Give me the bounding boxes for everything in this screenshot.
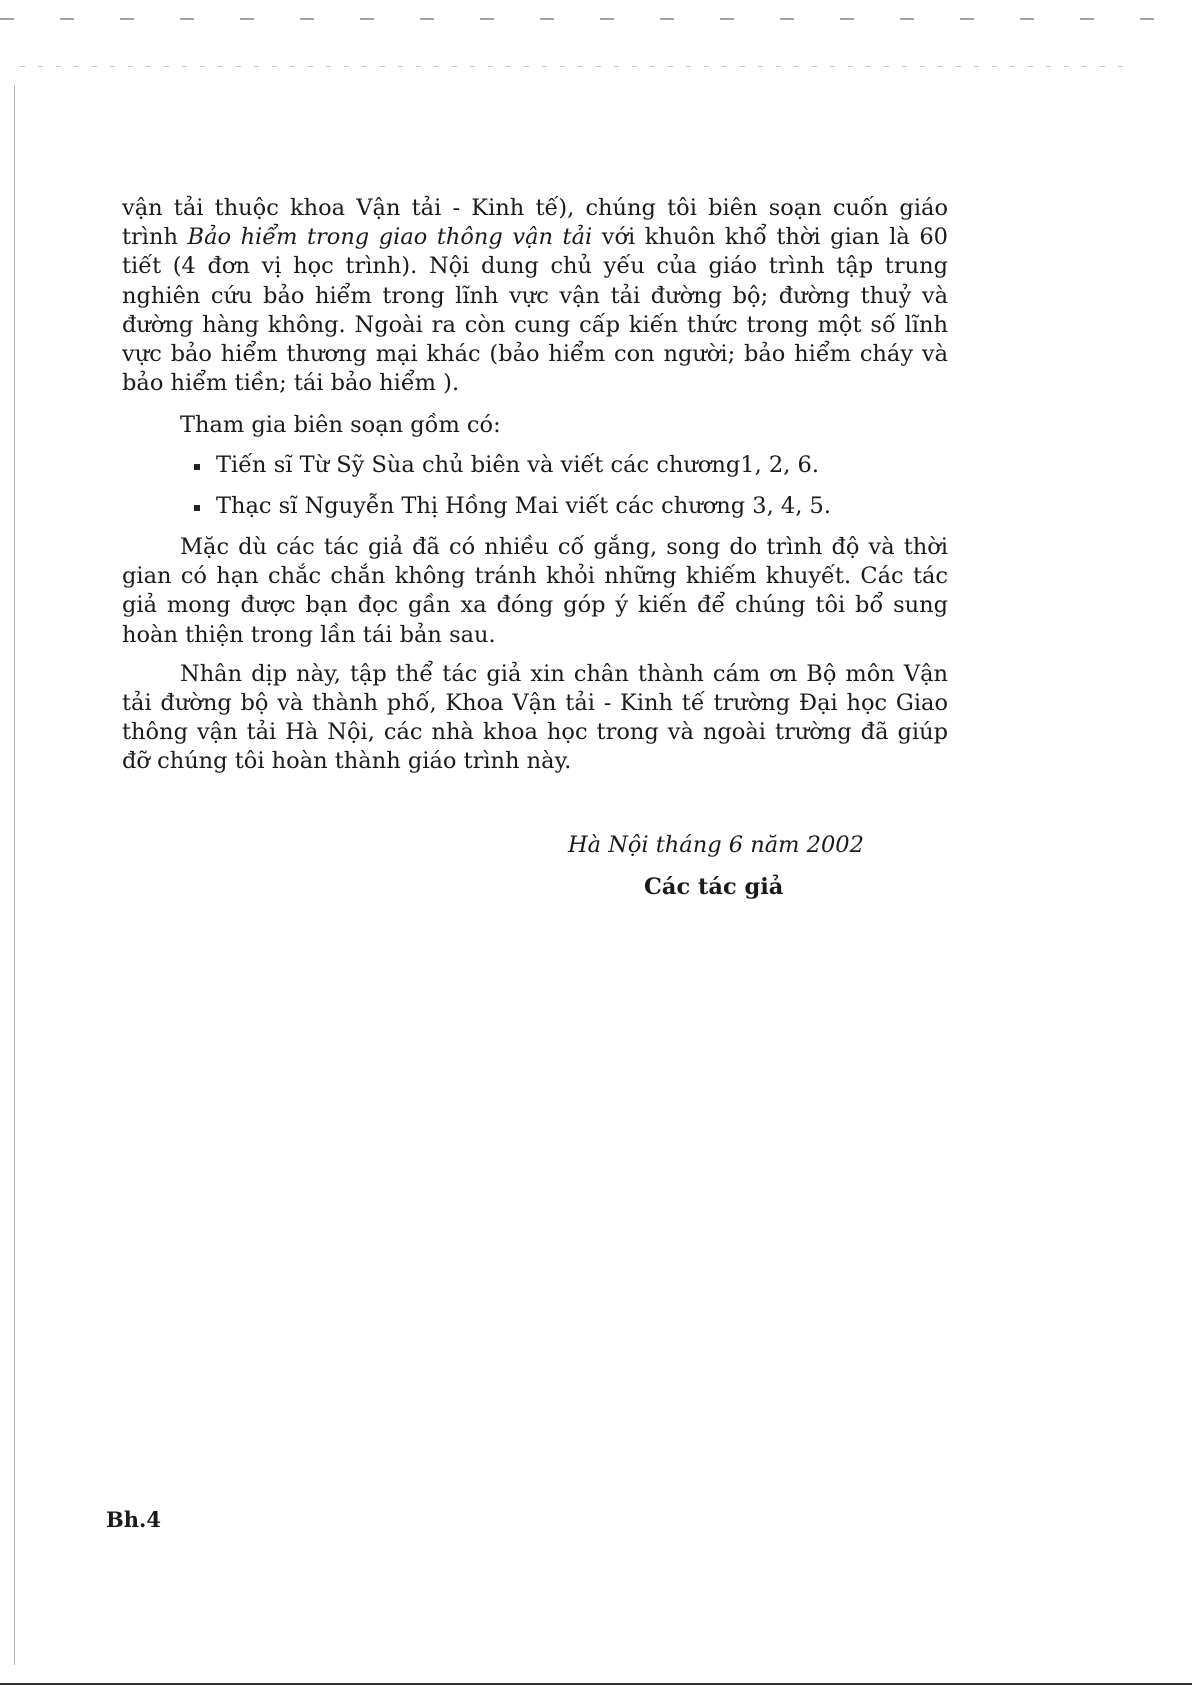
contributor-text: Thạc sĩ Nguyễn Thị Hồng Mai viết các chương 3, 4, 5. <box>216 492 832 519</box>
book-title: Bảo hiểm trong giao thông vận tải <box>187 224 593 251</box>
bullet-icon <box>194 505 200 511</box>
page-body <box>122 194 948 777</box>
paragraph-thanks: Nhân dịp này, tập thể tác giả xin chân thành cám ơn Bộ môn Vận tải đường bộ và thành phố, Khoa Vận tải - Kinh tế trường Đại học Giao thông vận tải Hà Nội, các nhà khoa học trong và ngoài trường đã giúp đỡ chúng tôi hoàn thành giáo trình này. <box>122 660 948 775</box>
paragraph-contributors-heading: Tham gia biên soạn gồm có: <box>180 412 501 439</box>
scan-edge-left <box>14 85 15 1665</box>
scan-edge-top <box>0 18 1192 20</box>
intro-rest: với khuôn khổ thời gian là 60 tiết (4 đơn vị học trình). Nội dung chủ yếu của giáo trình tập trung nghiên cứu bảo hiểm trong lĩnh vực vận tải đường bộ; đường thuỷ và đường hàng không. Ngoài ra còn cung cấp kiến thức trong một số lĩnh vực bảo hiểm thương mại khác (bảo hiểm con người; bảo hiểm cháy và bảo hiểm tiền; tái bảo hiểm ). <box>122 224 948 397</box>
signature-block <box>568 830 864 902</box>
intro-lead: vận tải thuộc khoa Vận tải - Kinh tế), chúng tôi biên soạn cuốn giáo trình <box>122 195 948 251</box>
contributor-text: Tiến sĩ Từ Sỹ Sùa chủ biên và viết các chương1, 2, 6. <box>216 451 819 478</box>
bullet-icon <box>194 464 200 470</box>
signature-authors: Các tác giả <box>644 874 784 900</box>
paragraph-apology: Mặc dù các tác giả đã có nhiều cố gắng, song do trình độ và thời gian có hạn chắc chắn không tránh khỏi những khiếm khuyết. Các tác giả mong được bạn đọc gần xa đóng góp ý kiến để chúng tôi bổ sung hoàn thiện trong lần tái bản sau. <box>122 534 948 648</box>
contributors-list <box>122 451 948 521</box>
scan-edge-top-inner <box>20 66 1130 67</box>
page-code: Bh.4 <box>106 1507 161 1532</box>
list-item <box>192 492 948 521</box>
paragraph-intro <box>122 194 948 398</box>
list-item <box>192 451 948 480</box>
signature-place-date: Hà Nội tháng 6 năm 2002 <box>568 832 864 858</box>
